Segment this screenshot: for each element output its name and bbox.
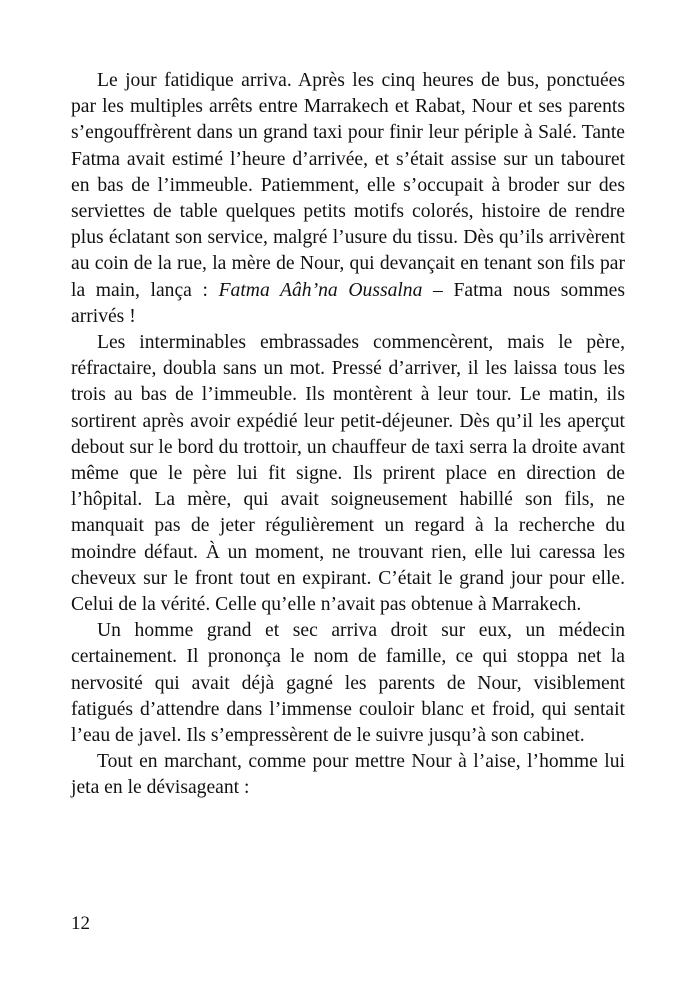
paragraph-2: Les interminables embrassades commencèrent, mais le père, réfractaire, doubla sans un mot. Pressé d’arriver, il les laissa tous les trois au bas de l’immeuble. Ils montèrent à leur tour. Le matin, ils sortirent après avoir expédié leur petit-déjeuner. Dès qu’il les aperçut debout sur le bord du trottoir, un chauffeur de taxi serra la droite avant même que le père lui fit signe. Ils prirent place en direction de l’hôpital. La mère, qui avait soigneusement habillé son fils, ne manquait pas de jeter régulièrement un regard à la recherche du moindre défaut. À un moment, ne trouvant rien, elle lui caressa les cheveux sur le front tout en expirant. C’était le grand jour pour elle. Celui de la vérité. Celle qu’elle n’avait pas obtenue à Marrakech. xyxy=(71,332,625,616)
page-number: 12 xyxy=(71,913,90,934)
paragraph-3: Un homme grand et sec arriva droit sur eux, un médecin certainement. Il prononça le nom de famille, ce qui stoppa net la nervosité qui avait déjà gagné les parents de Nour, visiblement fatigués d’attendre dans l’immense couloir blanc et froid, qui sentait l’eau de javel. Ils s’empressèrent de le suivre jusqu’à son cabinet. xyxy=(71,620,625,747)
paragraph-4: Tout en marchant, comme pour mettre Nour à l’aise, l’homme lui jeta en le dévisageant : xyxy=(71,751,625,799)
arabic-phrase: Fatma Aâh’na Oussalna xyxy=(218,279,423,301)
paragraph-1-text: Le jour fatidique arriva. Après les cinq heures de bus, ponctuées par les multiples arrêts entre Marrakech et Rabat, Nour et ses parents s’engouffrèrent dans un grand taxi pour finir leur périple à Salé. Tante Fatma avait estimé l’heure d’arrivée, et s’était assise sur un tabouret en bas de l’immeuble. Patiemment, elle s’occupait à broder sur des serviettes de table quelques petits motifs colorés, histoire de rendre plus éclatant son service, malgré l’usure du tissu. Dès qu’ils arrivèrent au coin de la rue, la mère de Nour, qui devançait en tenant son fils par la main, lança : xyxy=(71,70,625,301)
paragraph-1-ending: – Fatma nous sommes arrivés ! xyxy=(71,279,626,327)
paragraph-1 xyxy=(71,68,625,330)
body-text xyxy=(71,68,625,802)
